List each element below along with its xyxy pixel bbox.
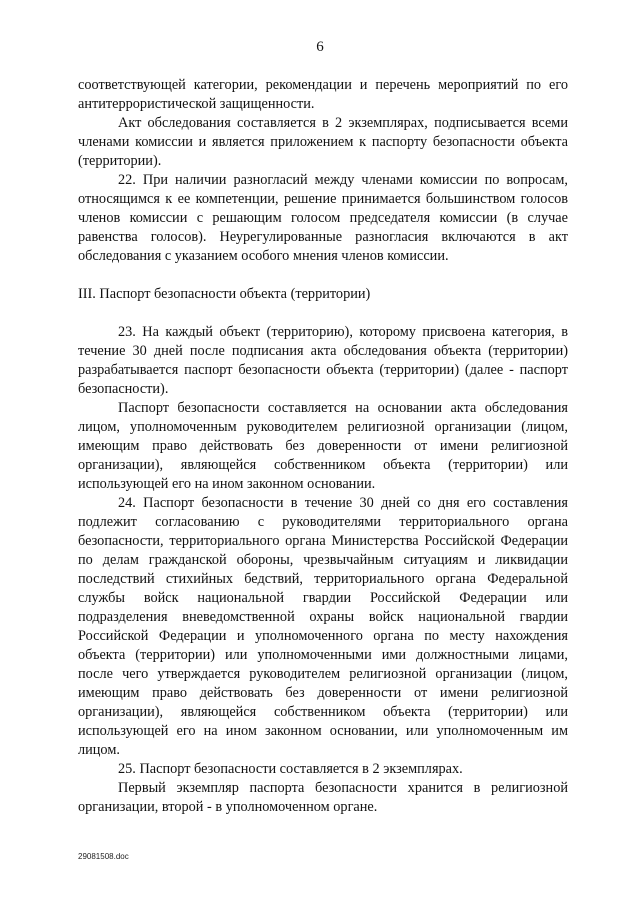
page-number: 6 xyxy=(316,39,324,55)
paragraph-22: 22. При наличии разногласий между членами комиссии по вопросам, относящимся к ее компетенции, решение принимается большинством голосов членов комиссии с решающим голосом председателя комиссии (в случае равенства голосов). Неурегулированные разногласия включаются в акт обследования с указанием особого мнения членов комиссии. xyxy=(78,172,568,264)
footer-document-code: 29081508.doc xyxy=(78,852,129,861)
paragraph-continuation: соответствующей категории, рекомендации и перечень мероприятий по его антитеррористической защищенности. xyxy=(78,77,568,112)
paragraph-25: 25. Паспорт безопасности составляется в 2 экземплярах. xyxy=(118,761,463,777)
paragraph-24: 24. Паспорт безопасности в течение 30 дней со дня его составления подлежит согласованию с руководителями территориального органа безопасности, территориального органа Министерства Российской Федерации по делам гражданской обороны, чрезвычайным ситуациям и ликвидации последствий стихийных бедствий, территориального органа Федеральной службы войск национальной гвардии Российской Федерации или подразделения вневедомственной охраны войск национальной гвардии Российской Федерации и уполномоченного органа по месту нахождения объекта (территории) или уполномоченными ими должностными лицами, после чего утверждается руководителем религиозной организации (лицом, имеющим право действовать без доверенности от имени религиозной организации), являющейся собственником объекта (территории) или использующей его на ином законном основании, или уполномоченным им лицом. xyxy=(78,495,568,758)
paragraph-copies-storage: Первый экземпляр паспорта безопасности хранится в религиозной организации, второй - в уполномоченном органе. xyxy=(78,780,568,815)
paragraph-survey-act: Акт обследования составляется в 2 экземплярах, подписывается всеми членами комиссии и является приложением к паспорту безопасности объекта (территории). xyxy=(78,115,568,169)
paragraph-passport-basis: Паспорт безопасности составляется на основании акта обследования лицом, уполномоченным руководителем религиозной организации (лицом, имеющим право действовать без доверенности от имени религиозной организации), являющейся собственником объекта (территории) или использующей его на ином законном основании. xyxy=(78,400,568,492)
document-body xyxy=(78,76,568,817)
paragraph-23: 23. На каждый объект (территорию), которому присвоена категория, в течение 30 дней после подписания акта обследования объекта (территории) разрабатывается паспорт безопасности объекта (территории) (далее - паспорт безопасности). xyxy=(78,324,568,397)
section-heading: III. Паспорт безопасности объекта (территории) xyxy=(78,286,371,302)
